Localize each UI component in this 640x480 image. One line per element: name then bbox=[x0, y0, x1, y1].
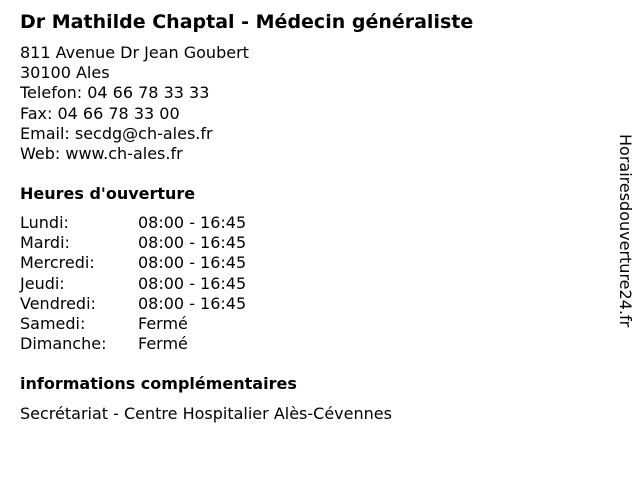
address-street: 811 Avenue Dr Jean Goubert bbox=[20, 43, 249, 62]
address-city: 30100 Ales bbox=[20, 63, 110, 83]
hours-row-saturday bbox=[20, 314, 320, 334]
day-hours: 08:00 - 16:45 bbox=[138, 273, 247, 293]
day-label: Jeudi: bbox=[20, 273, 65, 293]
day-hours: 08:00 - 16:45 bbox=[138, 253, 247, 273]
day-hours: Fermé bbox=[138, 313, 188, 333]
day-label: Lundi: bbox=[20, 213, 69, 232]
fax-number: Fax: 04 66 78 33 00 bbox=[20, 103, 180, 123]
contact-block bbox=[20, 43, 249, 164]
hours-row-sunday bbox=[20, 334, 320, 354]
phone-number: Telefon: 04 66 78 33 33 bbox=[20, 83, 210, 103]
day-hours: 08:00 - 16:45 bbox=[138, 213, 247, 232]
info-text: Secrétariat - Centre Hospitalier Alès-Cévennes bbox=[20, 404, 392, 423]
hours-row-wednesday bbox=[20, 253, 320, 273]
hours-heading: Heures d'ouverture bbox=[20, 184, 196, 203]
email-address: Email: secdg@ch-ales.fr bbox=[20, 123, 213, 143]
day-label: Mardi: bbox=[20, 233, 70, 253]
page-title: Dr Mathilde Chaptal - Médecin généraliste bbox=[20, 11, 474, 33]
hours-list bbox=[20, 213, 320, 354]
site-watermark: Horairesdouverture24.fr bbox=[616, 134, 635, 328]
day-label: Dimanche: bbox=[20, 334, 107, 354]
day-label: Mercredi: bbox=[20, 253, 95, 273]
day-hours: Fermé bbox=[138, 334, 188, 354]
info-heading: informations complémentaires bbox=[20, 374, 297, 393]
hours-row-tuesday bbox=[20, 233, 320, 253]
day-hours: 08:00 - 16:45 bbox=[138, 233, 247, 253]
website: Web: www.ch-ales.fr bbox=[20, 143, 183, 163]
day-label: Samedi: bbox=[20, 313, 86, 333]
hours-row-monday bbox=[20, 213, 320, 233]
hours-row-friday bbox=[20, 294, 320, 314]
day-label: Vendredi: bbox=[20, 293, 96, 313]
hours-row-thursday bbox=[20, 274, 320, 294]
day-hours: 08:00 - 16:45 bbox=[138, 293, 247, 313]
